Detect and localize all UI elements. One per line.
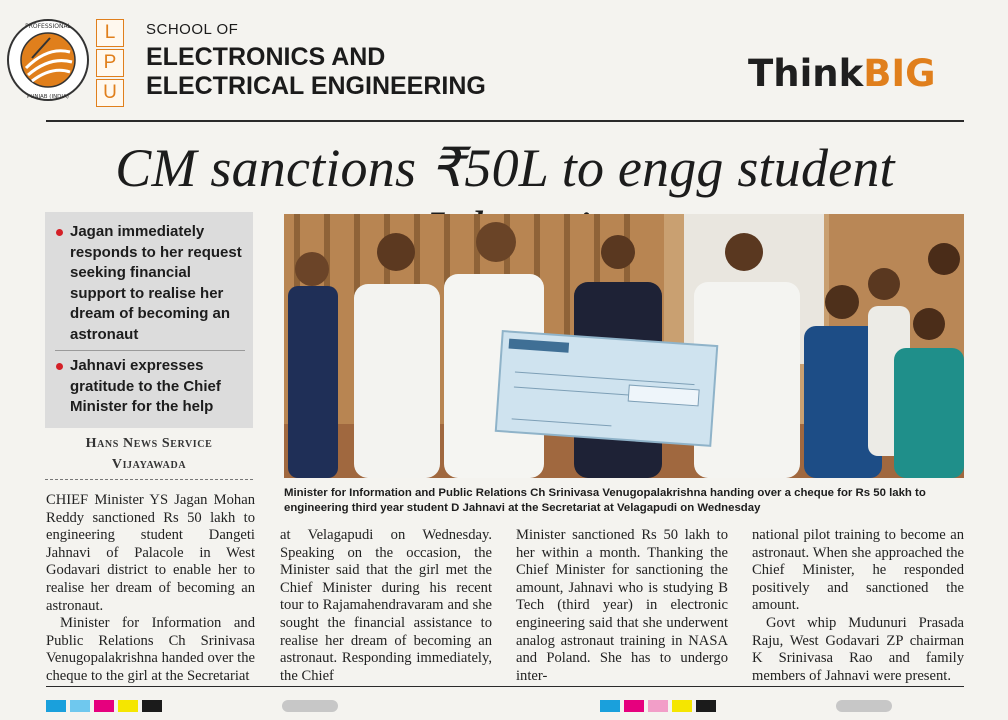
- highlight-item: Jagan immediately responds to her request seeking financial support to realise her dream of becoming an astronaut: [45, 222, 253, 345]
- lpu-logo: [96, 19, 124, 109]
- byline-place: Vijayawada: [111, 457, 187, 472]
- paragraph: at Velagapudi on Wednesday. Speaking on the occasion, the Minister said that the girl met the Chief Minister during his recent tour to Rajamahendravaram and she sought the financial assistance to realise her dream of becoming an astronaut. Responding immediately, the Chief: [280, 527, 492, 684]
- highlight-item: Jahnavi expresses gratitude to the Chief Minister for the help: [45, 356, 253, 418]
- article-column-4: [752, 527, 964, 685]
- svg-text:PROFESSIONAL: PROFESSIONAL: [25, 23, 71, 30]
- tagline-big: BIG: [863, 52, 936, 95]
- photo-caption: Minister for Information and Public Relations Ch Srinivasa Venugopalakrishna handing over a cheque for Rs 50 lakh to engineering third year student D Jahnavi at the Secretariat at Velagapudi on Wednesday: [284, 487, 926, 514]
- top-divider: [46, 120, 964, 122]
- bottom-divider: [46, 686, 964, 687]
- lpu-letter: U: [96, 79, 124, 107]
- byline-divider: [45, 479, 253, 480]
- paragraph: national pilot training to become an astronaut. When she approached the Chief Minister, he responded positively and sanctioned the amount.: [752, 527, 964, 614]
- article-column-1: [46, 492, 255, 686]
- article-column-3: [516, 527, 728, 685]
- university-seal-logo: [6, 18, 90, 102]
- byline-agency: Hans News Service: [85, 436, 213, 451]
- highlight-divider: [55, 350, 245, 351]
- cmyk-swatch: [46, 700, 66, 712]
- cmyk-swatch: [648, 700, 668, 712]
- cmyk-swatch: [142, 700, 162, 712]
- article-column-2: [280, 527, 492, 685]
- cmyk-swatch: [70, 700, 90, 712]
- paragraph: Govt whip Mudunuri Prasada Raju, West Godavari ZP chairman K Srinivasa Rao and family members of Jahnavi were present.: [752, 614, 964, 684]
- school-name-line1: ELECTRONICS AND: [146, 43, 386, 71]
- cmyk-swatch: [600, 700, 620, 712]
- bullet-icon: [56, 229, 63, 236]
- news-photo: [284, 214, 964, 478]
- highlights-box: [45, 212, 253, 428]
- cmyk-swatch: [672, 700, 692, 712]
- think-big-tagline: [748, 52, 936, 95]
- article-headline: CM sanctions ₹50L to engg student: [115, 138, 895, 198]
- paragraph: Minister for Information and Public Relations Ch Srinivasa Venugopalakrishna handed over the cheque to the girl at the Secretariat: [46, 615, 255, 684]
- school-name-line2: ELECTRICAL ENGINEERING: [146, 72, 486, 100]
- cmyk-swatch: [118, 700, 138, 712]
- lpu-letter: P: [96, 49, 124, 77]
- school-name: [146, 43, 486, 101]
- registration-mark: [836, 700, 892, 712]
- svg-text:PUNJAB (INDIA): PUNJAB (INDIA): [27, 94, 69, 100]
- paragraph: Minister sanctioned Rs 50 lakh to her within a month. Thanking the Chief Minister for sanctioning the amount, Jahnavi who is studying B Tech (third year) in electronic engineering said that she underwent analog astronaut training in NASA and Poland. She has to undergo inter-: [516, 527, 728, 684]
- cmyk-swatch: [94, 700, 114, 712]
- registration-mark: [282, 700, 338, 712]
- cmyk-swatch: [696, 700, 716, 712]
- lpu-letter: L: [96, 19, 124, 47]
- bullet-icon: [56, 363, 63, 370]
- tagline-think: Think: [748, 52, 864, 95]
- cmyk-swatch: [624, 700, 644, 712]
- school-of-label: SCHOOL OF: [146, 21, 239, 38]
- paragraph: CHIEF Minister YS Jagan Mohan Reddy sanctioned Rs 50 lakh to engineering student Dangeti Jahnavi of Palacole in West Godavari district to enable her to realise her dream of becoming an astronaut.: [46, 492, 255, 614]
